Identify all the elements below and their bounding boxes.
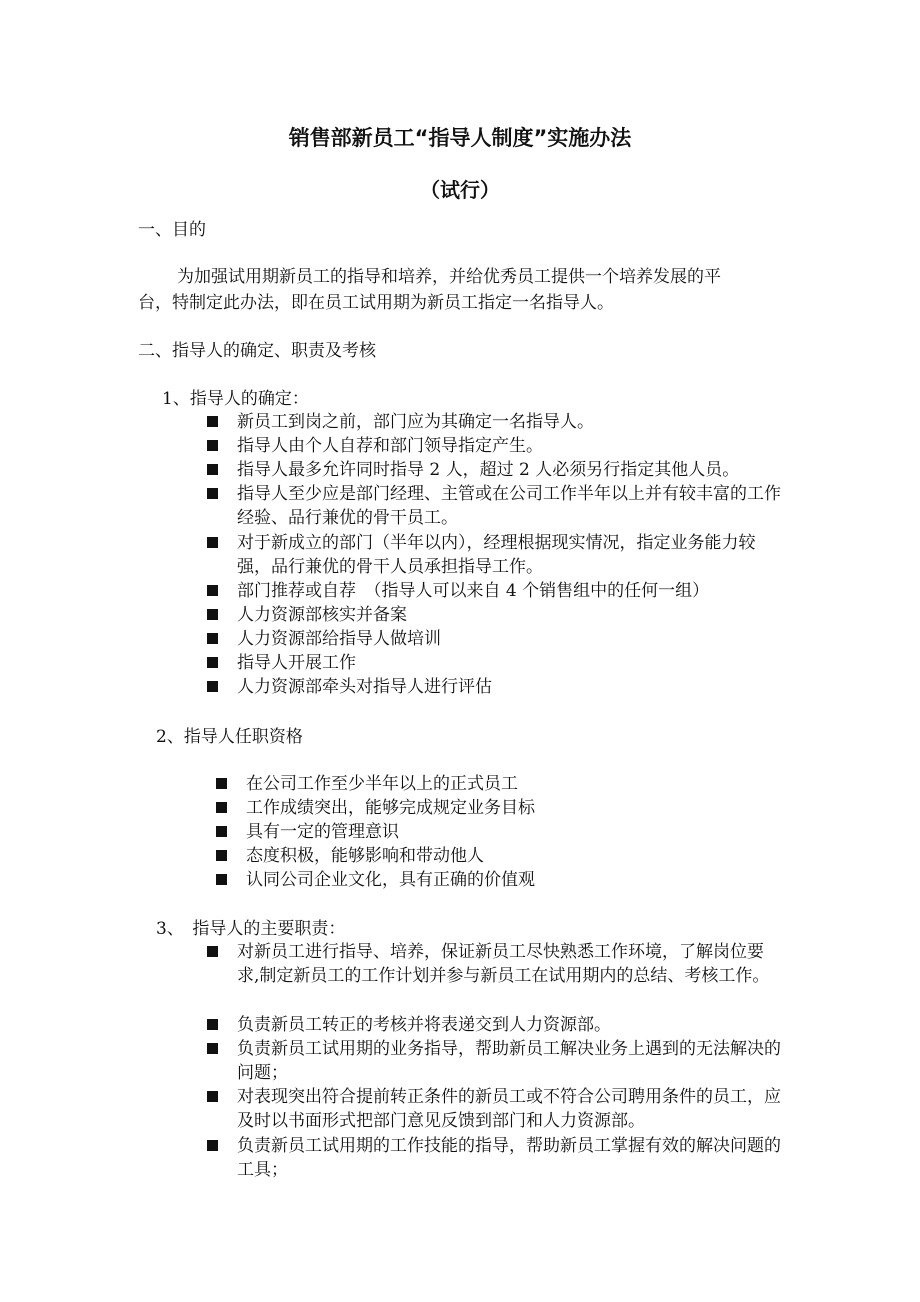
bullet-square-icon <box>207 488 218 499</box>
document-subtitle: （试行） <box>420 178 500 202</box>
bullet-square-icon <box>216 802 227 813</box>
sub2-item: 工作成绩突出，能够完成规定业务目标 <box>246 798 535 818</box>
sub1-item: 新员工到岗之前，部门应为其确定一名指导人。 <box>237 412 594 432</box>
section1-paragraph-line1: 为加强试用期新员工的指导和培养，并给优秀员工提供一个培养发展的平 <box>177 267 721 287</box>
bullet-square-icon <box>207 609 218 620</box>
sub1-item: 指导人由个人自荐和部门领导指定产生。 <box>237 436 543 456</box>
bullet-square-icon <box>207 440 218 451</box>
sub1-item: 人力资源部核实并备案 <box>237 605 407 625</box>
bullet-square-icon <box>216 874 227 885</box>
sub1-item: 指导人开展工作 <box>237 653 356 673</box>
sub3-item: 对表现突出符合提前转正条件的新员工或不符合公司聘用条件的员工，应及时以书面形式把部门意见反馈到部门和人力资源部。 <box>237 1087 781 1131</box>
bullet-square-icon <box>207 1019 218 1030</box>
bullet-square-icon <box>207 681 218 692</box>
sub2-heading: 2、指导人任职资格 <box>156 727 303 747</box>
sub1-item: 人力资源部给指导人做培训 <box>237 629 441 649</box>
document-title: 销售部新员工“指导人制度”实施办法 <box>288 126 632 150</box>
sub2-item: 具有一定的管理意识 <box>246 822 399 842</box>
bullet-square-icon <box>207 946 218 957</box>
bullet-square-icon <box>207 585 218 596</box>
sub3-heading: 3、 指导人的主要职责： <box>156 919 346 939</box>
sub3-item: 负责新员工试用期的业务指导，帮助新员工解决业务上遇到的无法解决的问题； <box>237 1039 781 1083</box>
bullet-square-icon <box>207 633 218 644</box>
sub3-item: 负责新员工转正的考核并将表递交到人力资源部。 <box>237 1015 611 1035</box>
bullet-square-icon <box>216 850 227 861</box>
bullet-square-icon <box>216 826 227 837</box>
sub2-item: 认同公司企业文化，具有正确的价值观 <box>246 870 535 890</box>
sub1-item: 对于新成立的部门（半年以内），经理根据现实情况，指定业务能力较强，品行兼优的骨干人员承担指导工作。 <box>237 533 756 577</box>
sub1-item: 指导人最多允许同时指导 2 人，超过 2 人必须另行指定其他人员。 <box>237 460 740 480</box>
bullet-square-icon <box>207 1091 218 1102</box>
sub3-item: 负责新员工试用期的工作技能的指导，帮助新员工掌握有效的解决问题的工具； <box>237 1136 781 1180</box>
sub3-item: 对新员工进行指导、培养，保证新员工尽快熟悉工作环境，了解岗位要求,制定新员工的工作计划并参与新员工在试用期内的总结、考核工作。 <box>237 942 770 986</box>
bullet-square-icon <box>207 464 218 475</box>
section1-paragraph-line2: 台，特制定此办法，即在员工试用期为新员工指定一名指导人。 <box>138 293 614 313</box>
sub1-item: 指导人至少应是部门经理、主管或在公司工作半年以上并有较丰富的工作经验、品行兼优的骨干员工。 <box>237 484 781 528</box>
bullet-square-icon <box>216 778 227 789</box>
bullet-square-icon <box>207 416 218 427</box>
sub1-heading: 1、指导人的确定： <box>162 389 309 409</box>
section1-heading: 一、目的 <box>138 220 206 240</box>
bullet-square-icon <box>207 1140 218 1151</box>
sub1-item: 人力资源部牵头对指导人进行评估 <box>237 677 492 697</box>
bullet-square-icon <box>207 657 218 668</box>
sub1-item: 部门推荐或自荐 （指导人可以来自 4 个销售组中的任何一组） <box>237 581 710 601</box>
sub2-item: 态度积极，能够影响和带动他人 <box>246 846 484 866</box>
section2-heading: 二、指导人的确定、职责及考核 <box>138 341 376 361</box>
bullet-square-icon <box>207 1043 218 1054</box>
bullet-square-icon <box>207 537 218 548</box>
sub2-item: 在公司工作至少半年以上的正式员工 <box>246 774 518 794</box>
